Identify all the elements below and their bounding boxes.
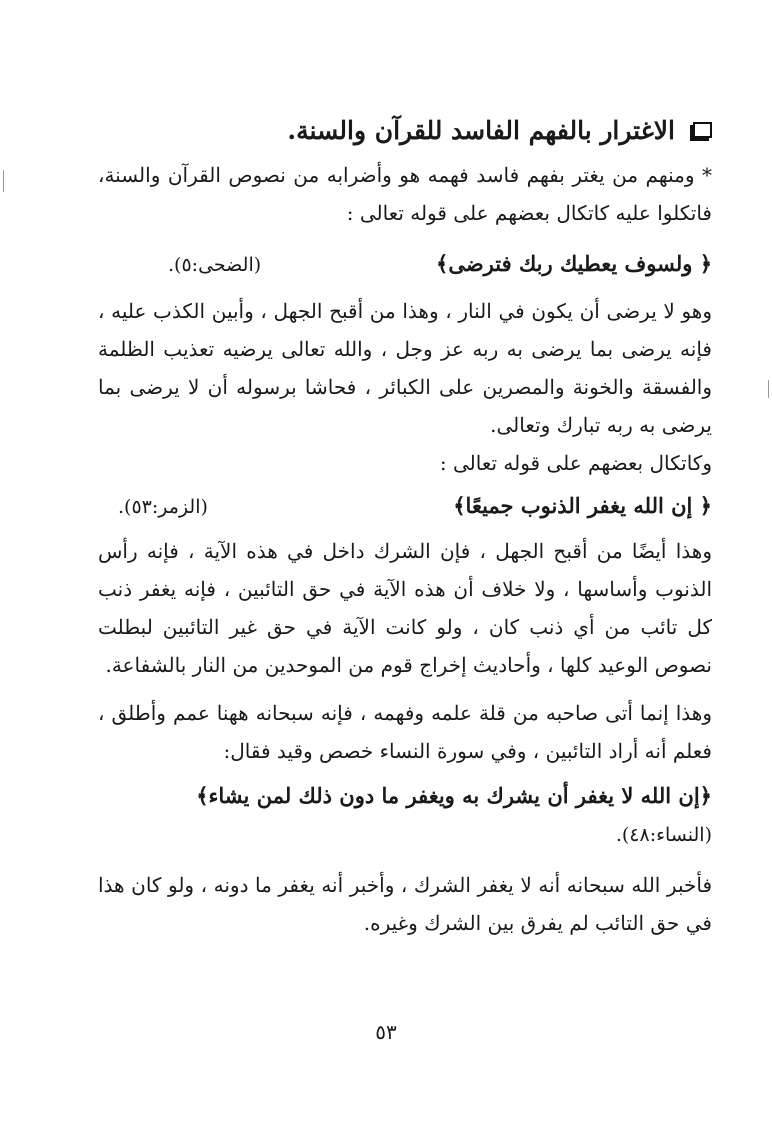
- paragraph-6: فأخبر الله سبحانه أنه لا يغفر الشرك ، وأخبر أنه يغفر ما دونه ، ولو كان هذا في حق التائب لم يفرق بين الشرك وغيره.: [98, 873, 712, 935]
- verse-row-1: [98, 240, 712, 288]
- scan-edge-mark-right: [768, 380, 769, 398]
- section-heading: [98, 108, 712, 152]
- section-heading-text: الاغترار بالفهم الفاسد للقرآن والسنة.: [287, 115, 675, 145]
- scan-edge-mark-left: [3, 170, 4, 192]
- verse-text-1: ﴿ ولسوف يعطيك ربك فترضى﴾: [436, 251, 712, 276]
- paragraph-5: وهذا إنما أتى صاحبه من قلة علمه وفهمه ، فإنه سبحانه ههنا عمم وأطلق ، فعلم أنه أراد التائبين ، وفي سورة النساء خصص وقيد فقال:: [98, 701, 712, 763]
- verse-text-2: ﴿ إن الله يغفر الذنوب جميعًا﴾: [453, 493, 712, 518]
- paragraph-1: * ومنهم من يغتر بفهم فاسد فهمه هو وأضرابه من نصوص القرآن والسنة، فاتكلوا عليه كاتكال بعضهم على قوله تعالى :: [98, 163, 712, 225]
- verse-reference-2: (الزمر:٥٣).: [118, 496, 208, 518]
- page-number: ٥٣: [375, 1020, 397, 1044]
- paragraph-4: وهذا أيضًا من أقبح الجهل ، فإن الشرك داخل في هذه الآية ، فإنه رأس الذنوب وأساسها ، ولا خلاف أن هذه الآية في حق التائبين ، فإنه يغفر ذنب كل تائب من أي ذنب كان ، ولو كانت الآية في حق غير التائبين لبطلت نصوص الوعيد كلها ، وأحاديث إخراج قوم من الموحدين من النار بالشفاعة.: [98, 539, 713, 677]
- checkbox-icon: [693, 122, 712, 138]
- verse-text-3: ﴿إن الله لا يغفر أن يشرك به ويغفر ما دون ذلك لمن يشاء﴾: [196, 783, 712, 808]
- verse-reference-1: (الضحى:٥).: [168, 254, 262, 276]
- paragraph-2: وهو لا يرضى أن يكون في النار ، وهذا من أقبح الجهل ، وأبين الكذب عليه ، فإنه يرضى بما يرضى به ربه عز وجل ، والله تعالى يرضيه تعذيب الظلمة والفسقة والخونة والمصرين على الكبائر ، فحاشا برسوله أن لا يرضى بما يرضى به ربه تبارك وتعالى.: [98, 299, 712, 437]
- page-body: [98, 88, 712, 942]
- verse-reference-3: (النساء:٤٨).: [615, 824, 712, 846]
- paragraph-3: وكاتكال بعضهم على قوله تعالى :: [439, 451, 712, 475]
- verse-row-2: [98, 482, 712, 530]
